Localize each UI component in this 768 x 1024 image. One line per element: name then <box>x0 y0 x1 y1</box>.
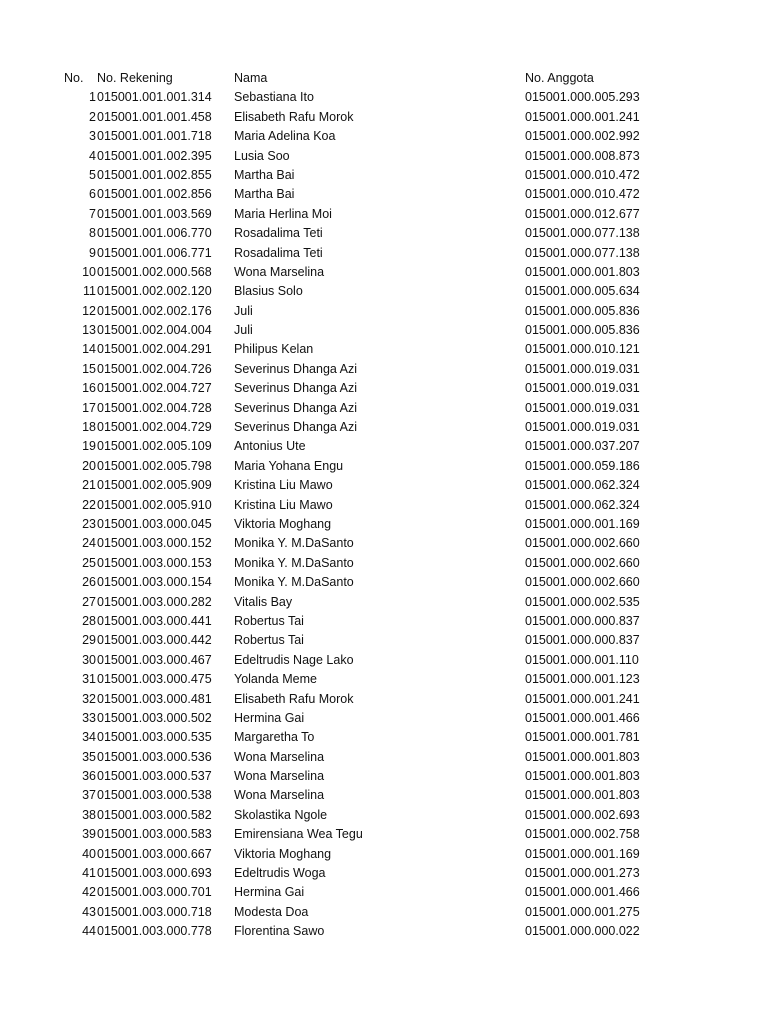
member-number: 015001.000.019.031 <box>525 420 640 435</box>
row-number: 14 <box>82 342 96 357</box>
member-number: 015001.000.002.660 <box>525 555 640 570</box>
member-number: 015001.000.002.660 <box>525 575 640 590</box>
member-name: Monika Y. M.DaSanto <box>234 536 354 551</box>
member-number: 015001.000.010.472 <box>525 187 640 202</box>
member-number: 015001.000.002.660 <box>525 536 640 551</box>
row-number: 8 <box>89 226 96 241</box>
member-name: Wona Marselina <box>234 788 325 803</box>
member-name: Robertus Tai <box>234 633 304 648</box>
account-number: 015001.003.000.153 <box>97 555 212 570</box>
table-row <box>0 88 768 107</box>
member-number: 015001.000.001.241 <box>525 691 640 706</box>
member-name: Elisabeth Rafu Morok <box>234 109 354 124</box>
member-number: 015001.000.010.472 <box>525 167 640 182</box>
row-number: 37 <box>82 788 96 803</box>
member-name: Monika Y. M.DaSanto <box>234 555 354 570</box>
member-name: Elisabeth Rafu Morok <box>234 691 354 706</box>
member-number: 015001.000.062.324 <box>525 478 640 493</box>
account-number: 015001.001.002.855 <box>97 167 212 182</box>
member-name: Edeltrudis Woga <box>234 866 326 881</box>
row-number: 32 <box>82 691 96 706</box>
member-number: 015001.000.001.169 <box>525 516 640 531</box>
account-number: 015001.003.000.718 <box>97 904 212 919</box>
member-number: 015001.000.001.241 <box>525 109 640 124</box>
member-name: Robertus Tai <box>234 613 304 628</box>
member-number: 015001.000.010.121 <box>525 342 640 357</box>
row-number: 12 <box>82 303 96 318</box>
row-number: 35 <box>82 749 96 764</box>
member-name: Antonius Ute <box>234 439 306 454</box>
member-number: 015001.000.062.324 <box>525 497 640 512</box>
table-row <box>0 127 768 146</box>
row-number: 13 <box>82 323 96 338</box>
table-row <box>0 476 768 495</box>
table-row <box>0 437 768 456</box>
header-member-number: No. Anggota <box>525 71 594 85</box>
table-row <box>0 786 768 805</box>
account-number: 015001.003.000.537 <box>97 769 212 784</box>
row-number: 28 <box>82 613 96 628</box>
account-number: 015001.003.000.535 <box>97 730 212 745</box>
member-name: Wona Marselina <box>234 769 325 784</box>
member-name: Florentina Sawo <box>234 924 325 939</box>
member-number: 015001.000.001.803 <box>525 264 640 279</box>
account-number: 015001.003.000.583 <box>97 827 212 842</box>
account-number: 015001.001.003.569 <box>97 206 212 221</box>
table-row <box>0 651 768 670</box>
member-number: 015001.000.005.634 <box>525 284 640 299</box>
member-number: 015001.000.019.031 <box>525 381 640 396</box>
member-number: 015001.000.059.186 <box>525 458 640 473</box>
member-number: 015001.000.077.138 <box>525 245 640 260</box>
member-name: Severinus Dhanga Azi <box>234 361 357 376</box>
member-number: 015001.000.001.466 <box>525 710 640 725</box>
row-number: 30 <box>82 652 96 667</box>
table-row <box>0 185 768 204</box>
member-name: Sebastiana Ito <box>234 90 314 105</box>
account-number: 015001.003.000.502 <box>97 710 212 725</box>
table-row <box>0 166 768 185</box>
row-number: 41 <box>82 866 96 881</box>
member-number: 015001.000.001.273 <box>525 866 640 881</box>
member-name: Hermina Gai <box>234 885 305 900</box>
row-number: 11 <box>83 284 96 299</box>
member-name: Maria Adelina Koa <box>234 129 336 144</box>
member-name: Hermina Gai <box>234 710 305 725</box>
row-number: 19 <box>82 439 96 454</box>
account-number: 015001.002.004.729 <box>97 420 212 435</box>
member-name: Yolanda Meme <box>234 672 317 687</box>
table-row <box>0 573 768 592</box>
member-name: Vitalis Bay <box>234 594 293 609</box>
account-number: 015001.003.000.152 <box>97 536 212 551</box>
member-name: Viktoria Moghang <box>234 516 332 531</box>
member-name: Severinus Dhanga Azi <box>234 381 357 396</box>
account-number: 015001.003.000.536 <box>97 749 212 764</box>
table-row <box>0 767 768 786</box>
table-row <box>0 922 768 941</box>
row-number: 7 <box>89 206 96 221</box>
account-number: 015001.001.001.314 <box>97 90 212 105</box>
member-name: Maria Herlina Moi <box>234 206 332 221</box>
member-name: Martha Bai <box>234 187 295 202</box>
member-name: Lusia Soo <box>234 148 290 163</box>
table-row <box>0 244 768 263</box>
table-row <box>0 825 768 844</box>
account-number: 015001.003.000.538 <box>97 788 212 803</box>
member-name: Edeltrudis Nage Lako <box>234 652 354 667</box>
row-number: 43 <box>82 904 96 919</box>
table-row <box>0 670 768 689</box>
row-number: 39 <box>82 827 96 842</box>
row-number: 31 <box>82 672 96 687</box>
account-number: 015001.003.000.481 <box>97 691 212 706</box>
account-number: 015001.002.002.120 <box>97 284 212 299</box>
table-row <box>0 321 768 340</box>
member-number: 015001.000.005.836 <box>525 303 640 318</box>
member-number: 015001.000.000.022 <box>525 924 640 939</box>
table-header-row <box>0 69 768 88</box>
member-name: Martha Bai <box>234 167 295 182</box>
account-number: 015001.002.005.798 <box>97 458 212 473</box>
account-number: 015001.003.000.667 <box>97 846 212 861</box>
account-number: 015001.001.006.771 <box>97 245 212 260</box>
table-row <box>0 205 768 224</box>
member-name: Philipus Kelan <box>234 342 314 357</box>
account-number: 015001.001.001.458 <box>97 109 212 124</box>
member-name: Kristina Liu Mawo <box>234 478 333 493</box>
member-number: 015001.000.005.836 <box>525 323 640 338</box>
member-number: 015001.000.001.169 <box>525 846 640 861</box>
table-row <box>0 806 768 825</box>
table-row <box>0 282 768 301</box>
member-name: Juli <box>234 303 253 318</box>
member-name: Severinus Dhanga Azi <box>234 420 357 435</box>
table-row <box>0 883 768 902</box>
account-number: 015001.002.002.176 <box>97 303 212 318</box>
account-number: 015001.001.006.770 <box>97 226 212 241</box>
account-number: 015001.003.000.475 <box>97 672 212 687</box>
member-number: 015001.000.005.293 <box>525 90 640 105</box>
row-number: 23 <box>82 516 96 531</box>
table-body <box>0 88 768 941</box>
table-row <box>0 864 768 883</box>
account-number: 015001.002.005.909 <box>97 478 212 493</box>
member-number: 015001.000.002.992 <box>525 129 640 144</box>
member-number: 015001.000.001.781 <box>525 730 640 745</box>
table-row <box>0 690 768 709</box>
member-number: 015001.000.001.803 <box>525 769 640 784</box>
row-number: 29 <box>82 633 96 648</box>
row-number: 16 <box>82 381 96 396</box>
member-number: 015001.000.037.207 <box>525 439 640 454</box>
header-no: No. <box>64 71 84 85</box>
account-number: 015001.001.001.718 <box>97 129 212 144</box>
member-name: Rosadalima Teti <box>234 245 323 260</box>
row-number: 36 <box>82 769 96 784</box>
member-name: Juli <box>234 323 253 338</box>
member-number: 015001.000.002.758 <box>525 827 640 842</box>
account-number: 015001.002.004.291 <box>97 342 212 357</box>
account-number: 015001.002.005.910 <box>97 497 212 512</box>
table-row <box>0 554 768 573</box>
row-number: 40 <box>82 846 96 861</box>
table-row <box>0 845 768 864</box>
member-name: Wona Marselina <box>234 749 325 764</box>
account-number: 015001.003.000.282 <box>97 594 212 609</box>
row-number: 26 <box>82 575 96 590</box>
table-row <box>0 108 768 127</box>
table-row <box>0 379 768 398</box>
account-number: 015001.002.004.727 <box>97 381 212 396</box>
member-number: 015001.000.008.873 <box>525 148 640 163</box>
member-number: 015001.000.001.275 <box>525 904 640 919</box>
row-number: 34 <box>82 730 96 745</box>
account-number: 015001.002.004.726 <box>97 361 212 376</box>
member-number: 015001.000.000.837 <box>525 633 640 648</box>
table-row <box>0 593 768 612</box>
header-name: Nama <box>234 71 268 85</box>
table-row <box>0 515 768 534</box>
row-number: 10 <box>82 264 96 279</box>
member-name: Wona Marselina <box>234 264 325 279</box>
table-row <box>0 302 768 321</box>
row-number: 1 <box>89 90 96 105</box>
member-name: Blasius Solo <box>234 284 303 299</box>
member-name: Kristina Liu Mawo <box>234 497 333 512</box>
row-number: 3 <box>89 129 96 144</box>
account-number: 015001.003.000.693 <box>97 866 212 881</box>
member-number: 015001.000.001.466 <box>525 885 640 900</box>
row-number: 22 <box>82 497 96 512</box>
member-number: 015001.000.077.138 <box>525 226 640 241</box>
account-number: 015001.003.000.045 <box>97 516 212 531</box>
member-number: 015001.000.001.110 <box>525 652 639 667</box>
table-row <box>0 224 768 243</box>
row-number: 2 <box>89 109 96 124</box>
table-row <box>0 147 768 166</box>
row-number: 15 <box>82 361 96 376</box>
table-row <box>0 903 768 922</box>
account-number: 015001.001.002.856 <box>97 187 212 202</box>
member-number: 015001.000.012.677 <box>525 206 640 221</box>
table-row <box>0 360 768 379</box>
row-number: 38 <box>82 807 96 822</box>
table-row <box>0 496 768 515</box>
table-row <box>0 263 768 282</box>
member-number: 015001.000.001.803 <box>525 788 640 803</box>
row-number: 9 <box>89 245 96 260</box>
account-number: 015001.003.000.701 <box>97 885 212 900</box>
account-number: 015001.003.000.467 <box>97 652 212 667</box>
account-number: 015001.003.000.778 <box>97 924 212 939</box>
table-row <box>0 748 768 767</box>
row-number: 21 <box>82 478 96 493</box>
account-number: 015001.003.000.441 <box>97 613 212 628</box>
account-number: 015001.002.004.004 <box>97 323 212 338</box>
row-number: 44 <box>82 924 96 939</box>
row-number: 27 <box>82 594 96 609</box>
member-account-table <box>0 69 768 942</box>
account-number: 015001.002.004.728 <box>97 400 212 415</box>
row-number: 24 <box>82 536 96 551</box>
member-number: 015001.000.019.031 <box>525 361 640 376</box>
table-row <box>0 399 768 418</box>
account-number: 015001.003.000.582 <box>97 807 212 822</box>
table-row <box>0 612 768 631</box>
member-number: 015001.000.019.031 <box>525 400 640 415</box>
member-name: Viktoria Moghang <box>234 846 332 861</box>
member-name: Maria Yohana Engu <box>234 458 344 473</box>
row-number: 33 <box>82 710 96 725</box>
row-number: 4 <box>89 148 96 163</box>
row-number: 6 <box>89 187 96 202</box>
row-number: 25 <box>82 555 96 570</box>
table-row <box>0 340 768 359</box>
header-account-number: No. Rekening <box>97 71 173 85</box>
row-number: 42 <box>82 885 96 900</box>
member-name: Modesta Doa <box>234 904 309 919</box>
member-name: Margaretha To <box>234 730 315 745</box>
member-number: 015001.000.002.693 <box>525 807 640 822</box>
account-number: 015001.002.000.568 <box>97 264 212 279</box>
table-row <box>0 418 768 437</box>
row-number: 20 <box>82 458 96 473</box>
member-number: 015001.000.001.803 <box>525 749 640 764</box>
account-number: 015001.003.000.154 <box>97 575 212 590</box>
table-row <box>0 457 768 476</box>
account-number: 015001.001.002.395 <box>97 148 212 163</box>
member-name: Rosadalima Teti <box>234 226 323 241</box>
table-row <box>0 534 768 553</box>
member-name: Severinus Dhanga Azi <box>234 400 357 415</box>
row-number: 18 <box>82 420 96 435</box>
member-number: 015001.000.001.123 <box>525 672 640 687</box>
member-name: Skolastika Ngole <box>234 807 328 822</box>
member-name: Emirensiana Wea Tegu <box>234 827 363 842</box>
member-name: Monika Y. M.DaSanto <box>234 575 354 590</box>
table-row <box>0 709 768 728</box>
row-number: 17 <box>82 400 96 415</box>
account-number: 015001.002.005.109 <box>97 439 212 454</box>
table-row <box>0 728 768 747</box>
table-row <box>0 631 768 650</box>
account-number: 015001.003.000.442 <box>97 633 212 648</box>
member-number: 015001.000.002.535 <box>525 594 640 609</box>
row-number: 5 <box>89 167 96 182</box>
member-number: 015001.000.000.837 <box>525 613 640 628</box>
